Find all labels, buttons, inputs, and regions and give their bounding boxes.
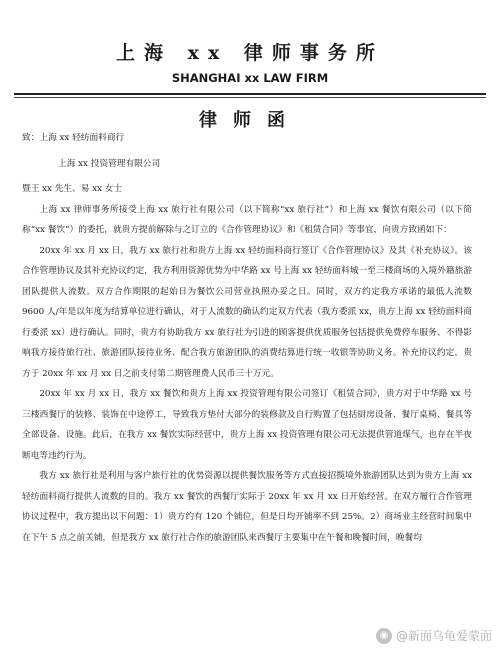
firm-name-en: SHANGHAI xx LAW FIRM (171, 71, 329, 85)
camera-icon: ◉ (376, 628, 392, 644)
letter-body (22, 128, 472, 548)
letterhead (0, 0, 500, 134)
watermark-text: @新面乌龟爱蒙面 (395, 629, 492, 643)
header-rule-thick (14, 93, 486, 95)
addressee-line-1: 致：上海 xx 轻纺面料商行 (22, 133, 125, 143)
paragraph-issues: 我方 xx 旅行社是利用与客户旅行社的优势资源以提供餐饮服务等方式直接招揽境外旅游团队达到为贵方上海 xx 轻纺面料商行提供人流数的目的。我方 xx 餐饮的西餐厅实际于 20xx 年 xx 月 xx 日开始经营。在双方履行合作管理协议过程中，我方提出以下问题：1）贵方约有 120 个铺位，但是日均开铺率不到 25%。2）商场业主经营时间集中在下午 5 点之前关铺，但是我方 xx 旅行社合作的旅游团队来西餐厅主要集中在午餐和晚餐时间，晚餐均 (22, 471, 472, 543)
paragraph-intro: 上海 xx 律师事务所接受上海 xx 旅行社有限公司（以下简称“xx 旅行社”）和上海 xx 餐饮有限公司（以下简称“xx 餐饮”）的委托，就贵方提前解除与之订立的《合作管理协议》和《租赁合同》等事宜，向贵方致函如下： (22, 204, 472, 235)
document-title: 律师函 (199, 110, 301, 131)
paragraph-lease-contract: 20xx 年 xx 月 xx 日，我方 xx 餐饮和贵方上海 xx 投资管理有限公司签订《租赁合同》，贵方对于中华路 xx 号三楼西餐厅的装修、装饰在中途停工，导致我方垫付大部分的装修款及自行购置了包括厨房设备、餐厅桌椅、餐具等全部设备、设施。此后，在我方 xx 餐饮实际经营中，贵方上海 xx 投资管理有限公司无法提供管道煤气，也存在半夜断电等违约行为。 (22, 389, 472, 461)
cc-line: 暨王 xx 先生、易 xx 女士 (22, 184, 123, 194)
addressee-line-2: 上海 xx 投资管理有限公司 (58, 158, 161, 169)
watermark (376, 627, 492, 644)
header-rule-thin (14, 97, 486, 98)
firm-name-cn: 上海 xx 律师事务所 (116, 42, 384, 64)
paragraph-cooperation-agreement: 20xx 年 xx 月 xx 日，我方 xx 旅行社和贵方上海 xx 轻纺面料商行签订《合作管理协议》及其《补充协议》。该合作管理协议及其补充协议约定，我方利用资源优势为中华路 xx 号上海 xx 轻纺面料城一至三楼商场的入境外籍旅游团队提供人流数。双方合作期限的起始日为餐饮公司营业执照办妥之日。同时，双方约定我方承诺的最低人流数 9600 人/年是以年度为结算单位进行确认，对于人流数的确认约定双方代表（我方委派 xx，贵方上海 xx 轻纺面料商行委派 xx）进行确认。同时，贵方有协助我方 xx 旅行社为引进的顾客提供优质服务包括提供免费停车服务、不得影响我方接待旅行社、旅游团队接待业务、配合我方旅游团队的消费结算进行统一收银等协助义务。补充协议约定，贵方于 20xx 年 xx 月 xx 日之前支付第二期管理费人民币三十万元。 (22, 245, 472, 379)
